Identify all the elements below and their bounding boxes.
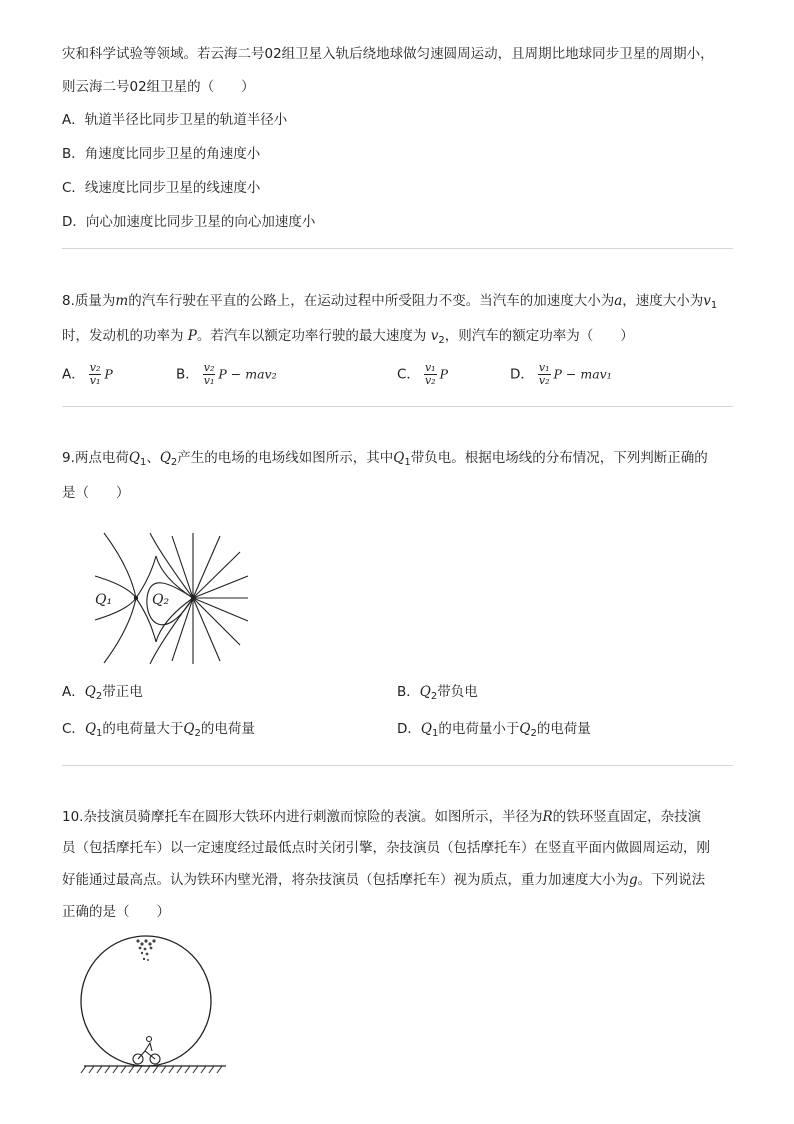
q7-option-d: D．向心加速度比同步卫星的向心加速度小 bbox=[62, 214, 316, 230]
q9-option-a: A．$Q_2$带正电 bbox=[62, 684, 143, 702]
q7-stem-line2: 则云海二号02组卫星的（ ） bbox=[62, 79, 255, 95]
ground-hatching bbox=[81, 1066, 222, 1073]
rider-at-top-icon bbox=[136, 939, 155, 961]
q9-option-b: B．$Q_2$带负电 bbox=[397, 684, 478, 702]
q9-stem-line1: 9.两点电荷$Q_1$、$Q_2$产生的电场的电场线如图所示，其中$Q_1$带负电。根据电场线的分布情况，下列判断正确的 bbox=[62, 450, 708, 468]
charge-q2 bbox=[191, 596, 195, 600]
field-line bbox=[150, 533, 193, 598]
q7-stem-line1: 灾和科学试验等领域。若云海二号02组卫星入轨后绕地球做匀速圆周运动，且周期比地球同步卫星的周期小， bbox=[62, 46, 714, 62]
q8-option-a: A． $\frac{\text{v₂}}{\text{v₁}}$ P bbox=[62, 361, 113, 387]
electric-field-lines-figure bbox=[90, 528, 250, 668]
q8-stem-line1: 8.质量为m的汽车行驶在平直的公路上，在运动过程中所受阻力不变。当汽车的加速度大小为a，速度大小为$v_1$ bbox=[62, 293, 718, 311]
q8-stem-line2: 时，发动机的功率为 P。若汽车以额定功率行驶的最大速度为 $v_2$，则汽车的额定功率为（ ） bbox=[62, 328, 634, 346]
divider bbox=[62, 765, 733, 766]
q8-option-c: C． $\frac{\text{v₁}}{\text{v₂}}$ P bbox=[397, 361, 448, 387]
q9-option-d: D．$Q_1$的电荷量小于$Q_2$的电荷量 bbox=[397, 721, 591, 739]
field-line bbox=[104, 533, 136, 598]
q10-stem-line4: 正确的是（ ） bbox=[62, 904, 170, 920]
field-line bbox=[172, 598, 193, 661]
label-q1: Q₁ bbox=[95, 592, 113, 608]
q10-stem-line2: 员（包括摩托车）以一定速度经过最低点时关闭引擎，杂技演员（包括摩托车）在竖直平面内做圆周运动，刚 bbox=[62, 840, 710, 856]
q7-option-a: A．轨道半径比同步卫星的轨道半径小 bbox=[62, 112, 288, 128]
q8-option-b: B． $\frac{\text{v₂}}{\text{v₁}}$ P − mav₂ bbox=[176, 361, 277, 387]
divider bbox=[62, 406, 733, 407]
q9-stem-line2: 是（ ） bbox=[62, 485, 130, 501]
motorcycle-rider-icon bbox=[133, 1037, 160, 1065]
iron-ring bbox=[81, 936, 211, 1066]
charge-q1 bbox=[134, 596, 138, 600]
q10-stem-line1: 10.杂技演员骑摩托车在圆形大铁环内进行刺激而惊险的表演。如图所示，半径为R的铁环竖直固定，杂技演 bbox=[62, 809, 702, 825]
field-line bbox=[172, 536, 193, 598]
q10-stem-line3: 好能通过最高点。认为铁环内壁光滑，将杂技演员（包括摩托车）视为质点，重力加速度大小为g。下列说法 bbox=[62, 872, 706, 888]
q9-option-c: C．$Q_1$的电荷量大于$Q_2$的电荷量 bbox=[62, 721, 255, 739]
q7-option-b: B．角速度比同步卫星的角速度小 bbox=[62, 146, 261, 162]
label-q2: Q₂ bbox=[152, 592, 170, 608]
field-line bbox=[193, 552, 240, 598]
divider bbox=[62, 248, 733, 249]
q8-option-d: D． $\frac{\text{v₁}}{\text{v₂}}$ P − mav₁ bbox=[510, 361, 612, 387]
iron-loop-figure bbox=[78, 935, 228, 1075]
q7-option-c: C．线速度比同步卫星的线速度小 bbox=[62, 180, 261, 196]
field-line bbox=[193, 598, 240, 645]
